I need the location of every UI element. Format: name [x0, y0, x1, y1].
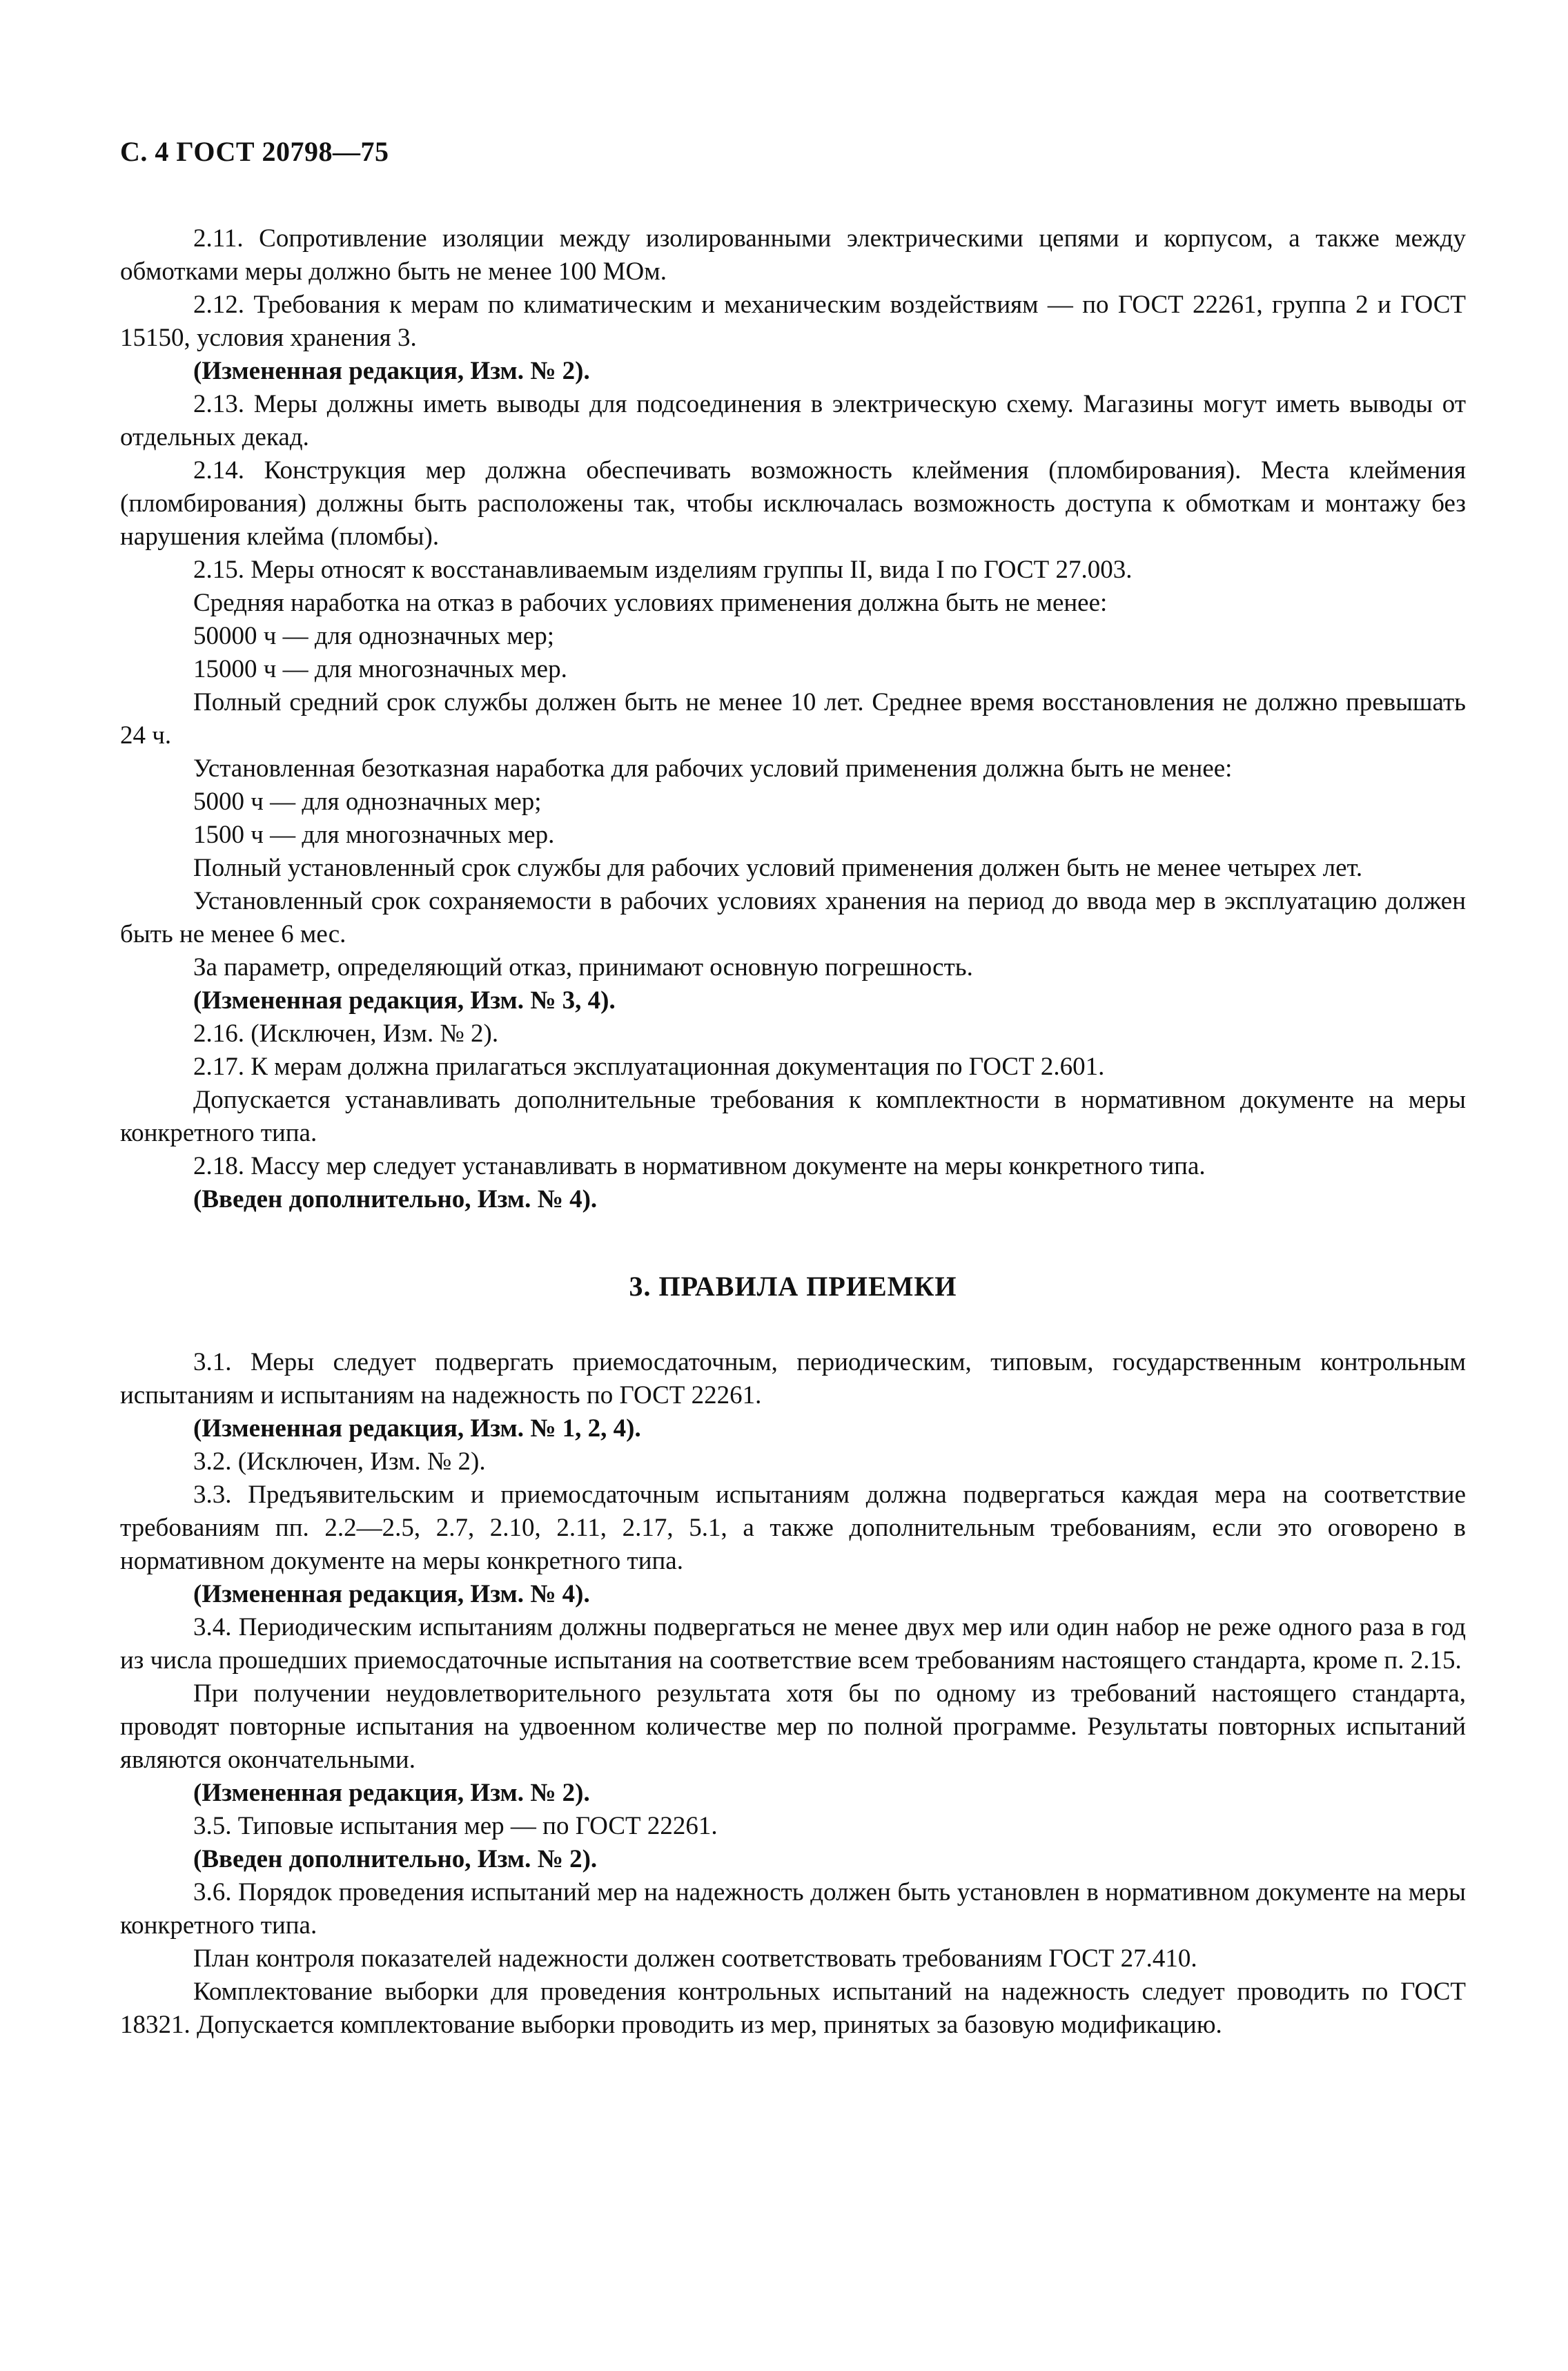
list-line: 1500 ч — для многозначных мер. [193, 821, 555, 849]
amendment-note: (Измененная редакция, Изм. № 3, 4). [193, 986, 616, 1015]
section-title: 3. ПРАВИЛА ПРИЕМКИ [629, 1271, 957, 1302]
clause-3-2: 3.2. (Исключен, Изм. № 2). [193, 1447, 486, 1476]
amendment-note: (Измененная редакция, Изм. № 4). [193, 1580, 590, 1608]
clause-3-6: 3.6. Порядок проведения испытаний мер на надежность должен быть установлен в нормативном документе на меры конкретного типа. [120, 1878, 1466, 1940]
clause-2-16: 2.16. (Исключен, Изм. № 2). [193, 1019, 499, 1048]
paragraph: План контроля показателей надежности должен соответствовать требованиям ГОСТ 27.410. [193, 1944, 1197, 1973]
clause-2-15: 2.15. Меры относят к восстанавливаемым изделиям группы II, вида I по ГОСТ 27.003. [193, 556, 1133, 584]
list-line: 5000 ч — для однозначных мер; [193, 788, 542, 816]
amendment-note: (Измененная редакция, Изм. № 1, 2, 4). [193, 1414, 641, 1443]
page-header: С. 4 ГОСТ 20798—75 [120, 136, 389, 167]
paragraph: Установленная безотказная наработка для рабочих условий применения должна быть не менее: [193, 754, 1233, 783]
list-line: 50000 ч — для однозначных мер; [193, 622, 554, 650]
clause-3-3: 3.3. Предъявительским и приемосдаточным испытаниям должна подвергаться каждая мера на соответствие требованиям пп. 2.2—2.5, 2.7, 2.10, 2.11, 2.17, 5.1, а также дополнительным требованиям, если это оговорено в нормативном документе на меры конкретного типа. [120, 1481, 1466, 1575]
paragraph: Установленный срок сохраняемости в рабочих условиях хранения на период до ввода мер в эксплуатацию должен быть не менее 6 мес. [120, 887, 1466, 948]
document-page [120, 135, 1466, 2042]
section-2-body [120, 222, 1466, 1216]
amendment-note: (Введен дополнительно, Изм. № 4). [193, 1185, 598, 1213]
clause-2-17: 2.17. К мерам должна прилагаться эксплуатационная документация по ГОСТ 2.601. [193, 1053, 1105, 1081]
clause-2-18: 2.18. Массу мер следует устанавливать в нормативном документе на меры конкретного типа. [193, 1152, 1206, 1180]
clause-2-13: 2.13. Меры должны иметь выводы для подсоединения в электрическую схему. Магазины могут иметь выводы от отдельных декад. [120, 390, 1466, 451]
paragraph: Средняя наработка на отказ в рабочих условиях применения должна быть не менее: [193, 589, 1108, 617]
amendment-note: (Измененная редакция, Изм. № 2). [193, 357, 590, 385]
paragraph: Комплектование выборки для проведения контрольных испытаний на надежность следует проводить по ГОСТ 18321. Допускается комплектование выборки проводить из мер, принятых за базовую модификацию. [120, 1978, 1466, 2039]
clause-2-14: 2.14. Конструкция мер должна обеспечивать возможность клеймения (пломбирования). Места клеймения (пломбирования) должны быть расположены так, чтобы исключалась возможность доступа к обмоткам и монтажу без нарушения клейма (пломбы). [120, 456, 1466, 551]
list-line: 15000 ч — для многозначных мер. [193, 655, 567, 683]
paragraph: Полный средний срок службы должен быть не менее 10 лет. Среднее время восстановления не должно превышать 24 ч. [120, 688, 1466, 750]
amendment-note: (Введен дополнительно, Изм. № 2). [193, 1845, 598, 1873]
clause-3-1: 3.1. Меры следует подвергать приемосдаточным, периодическим, типовым, государственным контрольным испытаниям и испытаниям на надежность по ГОСТ 22261. [120, 1348, 1466, 1409]
clause-2-11: 2.11. Сопротивление изоляции между изолированными электрическими цепями и корпусом, а также между обмотками меры должно быть не менее 100 МОм. [120, 224, 1466, 286]
paragraph: При получении неудовлетворительного результата хотя бы по одному из требований настоящего стандарта, проводят повторные испытания на удвоенном количестве мер по полной программе. Результаты повторных испытаний являются окончательными. [120, 1679, 1466, 1774]
clause-3-5: 3.5. Типовые испытания мер — по ГОСТ 22261. [193, 1812, 718, 1840]
paragraph: За параметр, определяющий отказ, принимают основную погрешность. [193, 953, 973, 982]
paragraph: Допускается устанавливать дополнительные требования к комплектности в нормативном документе на меры конкретного типа. [120, 1086, 1466, 1147]
paragraph: Полный установленный срок службы для рабочих условий применения должен быть не менее четырех лет. [193, 854, 1363, 882]
amendment-note: (Измененная редакция, Изм. № 2). [193, 1779, 590, 1807]
clause-2-12: 2.12. Требования к мерам по климатическим и механическим воздействиям — по ГОСТ 22261, группа 2 и ГОСТ 15150, условия хранения 3. [120, 291, 1466, 352]
section-3-body [120, 1346, 1466, 2042]
clause-3-4: 3.4. Периодическим испытаниям должны подвергаться не менее двух мер или один набор не реже одного раза в год из числа прошедших приемосдаточные испытания на соответствие всем требованиям настоящего стандарта, кроме п. 2.15. [120, 1613, 1466, 1675]
